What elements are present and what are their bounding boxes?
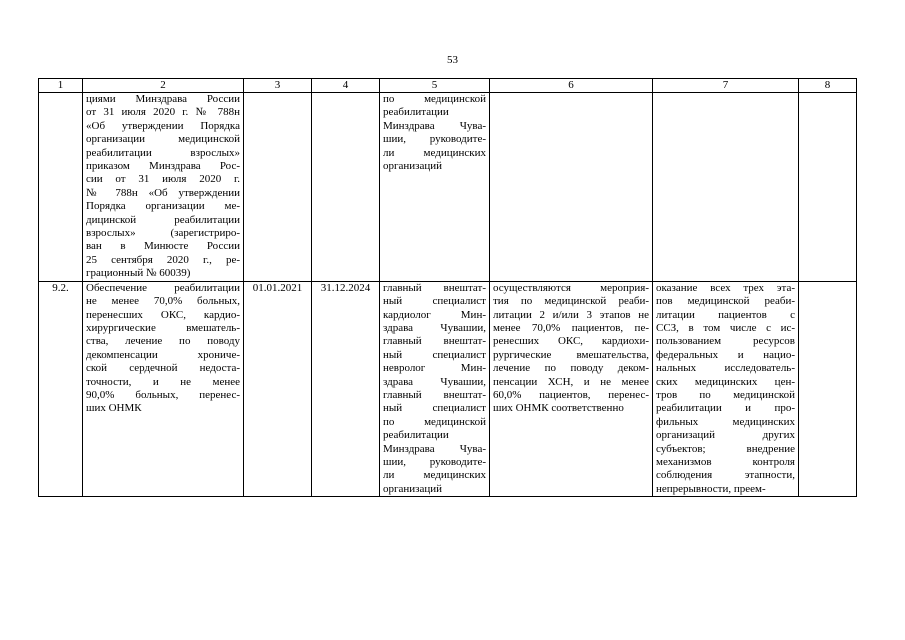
text-line: субъектов; внедрение — [656, 442, 795, 455]
text-line: ный специалист — [383, 348, 486, 361]
text-line: Минздрава Чува- — [383, 119, 486, 132]
text-line: ный специалист — [383, 402, 486, 415]
text-line: осуществляются мероприя- — [493, 281, 649, 294]
cell-note — [799, 281, 857, 497]
text-line: оказание всех трех эта- — [656, 281, 795, 294]
text-line: «Об утверждении Порядка — [86, 119, 240, 132]
text-line: хирургические вмешатель- — [86, 321, 240, 334]
cell-legal-basis — [83, 93, 244, 282]
text-line: соблюдения этапности, — [656, 469, 795, 482]
text-line: организаций — [383, 160, 443, 173]
text-line: лечение по поводу деком- — [493, 362, 649, 375]
text-line: по медицинской — [383, 415, 486, 428]
cell-result — [653, 93, 799, 282]
text-line: ства, лечение по поводу — [86, 335, 240, 348]
text-line: Минздрава Чува- — [383, 442, 486, 455]
text-line: приказом Минздрава Рос- — [86, 160, 240, 173]
cell-indicator — [490, 93, 653, 282]
text-line: ренесших ОКС, кардиохи- — [493, 335, 649, 348]
header-row — [39, 79, 857, 93]
text-line: тия по медицинской реаби- — [493, 295, 649, 308]
text-line: реабилитации — [383, 429, 449, 442]
text-line: реабилитации — [383, 106, 449, 119]
text-line: 25 сентября 2020 г., ре- — [86, 253, 240, 266]
text-line: ли медицинских — [383, 146, 486, 159]
text-line: фильных медицинских — [656, 415, 795, 428]
text-line: непрерывности, преем- — [656, 482, 766, 495]
text-line: 60,0% пациентов, перенес- — [493, 388, 649, 401]
text-line: не менее 70,0% больных, — [86, 295, 240, 308]
text-line: тров по медицинской — [656, 388, 795, 401]
header-cell: 8 — [799, 79, 857, 93]
text-line: перенесших ОКС, кардио- — [86, 308, 240, 321]
text-line: ших ОНМК — [86, 402, 142, 415]
text-line: дицинской реабилитации — [86, 213, 240, 226]
header-cell: 5 — [380, 79, 490, 93]
text-line: менее 70,0% пациентов, пе- — [493, 321, 649, 334]
text-line: ССЗ, в том числе с ис- — [656, 321, 795, 334]
text-line: здрава Чувашии, — [383, 321, 486, 334]
text-line: механизмов контроля — [656, 455, 795, 468]
text-line: Порядка организации ме- — [86, 200, 240, 213]
text-line: ли медицинских — [383, 469, 486, 482]
text-line: ших ОНМК соответственно — [493, 402, 624, 415]
text-line: кардиолог Мин- — [383, 308, 486, 321]
table-row-9-2 — [39, 281, 857, 497]
page-number: 53 — [447, 54, 458, 66]
text-line: ских медицинских цен- — [656, 375, 795, 388]
end-date: 31.12.2024 — [312, 281, 380, 497]
text-line: ван в Минюсте России — [86, 240, 240, 253]
text-line: литации 2 и/или 3 этапов не — [493, 308, 649, 321]
header-cell: 3 — [244, 79, 312, 93]
header-cell: 1 — [39, 79, 83, 93]
text-line: точности, и не менее — [86, 375, 240, 388]
start-date: 01.01.2021 — [244, 281, 312, 497]
text-line: нальных исследователь- — [656, 362, 795, 375]
header-cell: 2 — [83, 79, 244, 93]
header-cell: 7 — [653, 79, 799, 93]
text-line: организации медицинской — [86, 133, 240, 146]
text-line: пользованием ресурсов — [656, 335, 795, 348]
text-line: Обеспечение реабилитации — [86, 281, 240, 294]
table-row-continued — [39, 93, 857, 282]
cell-responsible — [380, 281, 490, 497]
text-line: главный внештат- — [383, 388, 486, 401]
document-table — [38, 78, 857, 497]
text-line: рургические вмешательства, — [493, 348, 649, 361]
text-line: по медицинской — [383, 93, 486, 105]
text-line: ской сердечной недоста- — [86, 362, 240, 375]
cell-result — [653, 281, 799, 497]
text-line: реабилитации и про- — [656, 402, 795, 415]
text-line: пов медицинской реаби- — [656, 295, 795, 308]
cell-measure — [83, 281, 244, 497]
cell-indicator — [490, 281, 653, 497]
cell-start — [244, 93, 312, 282]
text-line: № 788н «Об утверждении — [86, 186, 240, 199]
row-number: 9.2. — [39, 281, 83, 497]
cell-end — [312, 93, 380, 282]
text-line: декомпенсации хрониче- — [86, 348, 240, 361]
text-line: главный внештат- — [383, 335, 486, 348]
text-line: шии, руководите- — [383, 133, 486, 146]
text-line: главный внештат- — [383, 281, 486, 294]
header-cell: 6 — [490, 79, 653, 93]
text-line: циями Минздрава России — [86, 93, 240, 105]
text-line: невролог Мин- — [383, 362, 486, 375]
text-line: здрава Чувашии, — [383, 375, 486, 388]
text-line: организаций — [383, 482, 443, 495]
header-cell: 4 — [312, 79, 380, 93]
text-line: ный специалист — [383, 295, 486, 308]
text-line: 90,0% больных, перенес- — [86, 388, 240, 401]
text-line: сии от 31 июля 2020 г. — [86, 173, 240, 186]
text-line: литации пациентов с — [656, 308, 795, 321]
text-line: организаций других — [656, 429, 795, 442]
text-line: грационный № 60039) — [86, 267, 191, 280]
text-line: взрослых» (зарегистриро- — [86, 227, 240, 240]
cell-note — [799, 93, 857, 282]
text-line: шии, руководите- — [383, 455, 486, 468]
cell-num — [39, 93, 83, 282]
text-line: федеральных и нацио- — [656, 348, 795, 361]
text-line: реабилитации взрослых» — [86, 146, 240, 159]
text-line: пенсации ХСН, и не менее — [493, 375, 649, 388]
text-line: от 31 июля 2020 г. № 788н — [86, 106, 240, 119]
cell-responsible — [380, 93, 490, 282]
